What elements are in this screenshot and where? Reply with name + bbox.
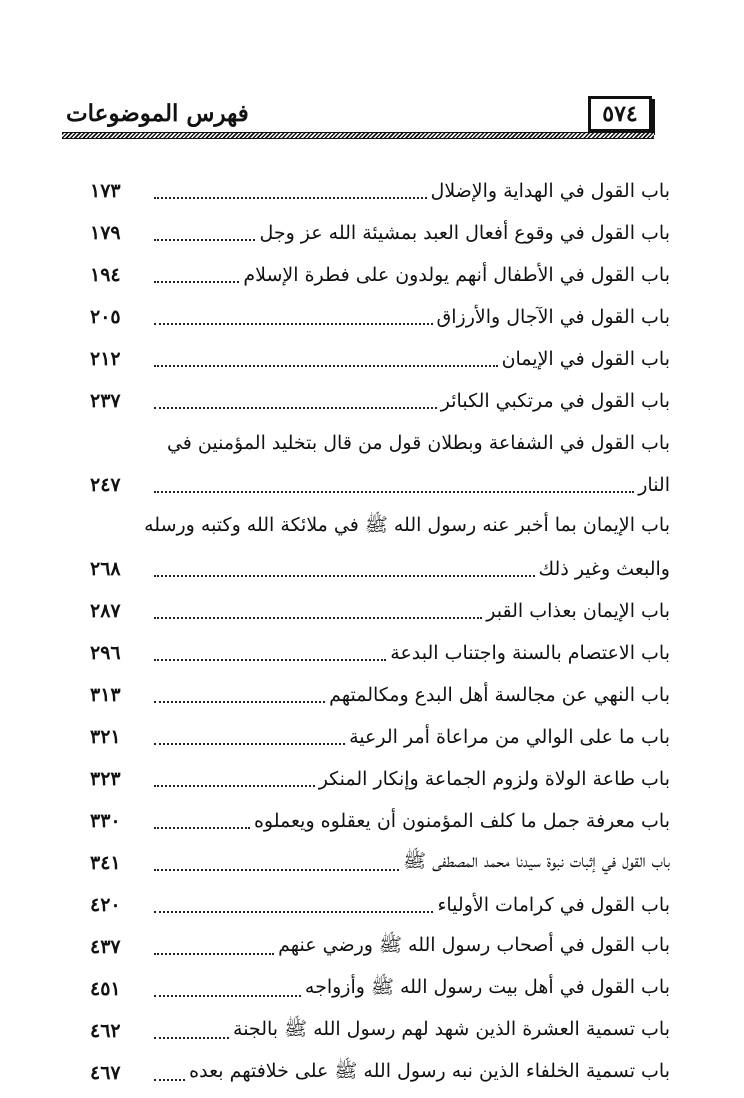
entry-title: باب طاعة الولاة ولزوم الجماعة وإنكار المنكر xyxy=(318,768,670,790)
toc-entry[interactable] xyxy=(90,296,670,338)
entry-title: باب تسمية الخلفاء الذين نبه رسول الله ﷺ على خلافتهم بعده xyxy=(189,1060,670,1082)
dot-leader xyxy=(154,742,345,745)
entry-page: ٣٣٠ xyxy=(90,810,121,832)
entry-page: ٣٢٣ xyxy=(90,768,121,790)
toc-entry[interactable] xyxy=(90,884,670,926)
toc-entry[interactable] xyxy=(90,842,670,884)
dot-leader xyxy=(154,616,482,619)
dot-leader xyxy=(154,490,634,493)
entry-title: باب ما على الوالي من مراعاة أمر الرعية xyxy=(349,726,670,748)
toc-entry[interactable] xyxy=(90,716,670,758)
entry-page: ٢٦٨ xyxy=(90,558,121,580)
entry-page: ٢١٢ xyxy=(90,348,121,370)
dot-leader xyxy=(154,826,250,829)
toc-entry[interactable] xyxy=(90,800,670,842)
entry-page: ٤٣٧ xyxy=(90,936,121,958)
dot-leader xyxy=(154,994,301,997)
toc-entry[interactable] xyxy=(90,338,670,380)
toc-entry[interactable] xyxy=(90,926,670,968)
entry-title: باب الاعتصام بالسنة واجتناب البدعة xyxy=(390,642,670,664)
entry-title: باب القول في كرامات الأولياء xyxy=(437,894,670,916)
page-number: ٥٧٤ xyxy=(602,101,638,127)
entry-title-line1: باب القول في الشفاعة وبطلان قول من قال بتخليد المؤمنين في xyxy=(166,432,670,454)
entry-page: ١٧٩ xyxy=(90,222,121,244)
dot-leader xyxy=(154,700,325,703)
header-rule xyxy=(62,132,654,139)
dot-leader xyxy=(154,658,386,661)
entry-title: باب القول في أهل بيت رسول الله ﷺ وأزواجه xyxy=(304,976,670,998)
toc-entry[interactable] xyxy=(90,1052,670,1094)
entry-page: ١٩٤ xyxy=(90,264,121,286)
dot-leader xyxy=(154,1036,229,1039)
entry-page: ١٧٣ xyxy=(90,180,121,202)
entry-title: باب القول في وقوع أفعال العبد بمشيئة الله عز وجل xyxy=(259,222,670,244)
page-header xyxy=(62,92,654,142)
dot-leader xyxy=(154,784,315,787)
entry-page: ٤٢٠ xyxy=(90,894,121,916)
entry-title-line1: باب الإيمان بما أخبر عنه رسول الله ﷺ في ملائكة الله وكتبه ورسله xyxy=(144,514,670,536)
entry-title: باب النهي عن مجالسة أهل البدع ومكالمتهم xyxy=(329,684,670,706)
entry-title: باب القول في إثبات نبوة سيدنا محمد المصطفى ﷺ xyxy=(403,850,670,872)
dot-leader xyxy=(154,196,427,199)
toc-entry[interactable] xyxy=(90,968,670,1010)
dot-leader xyxy=(154,1078,185,1081)
dot-leader xyxy=(154,280,239,283)
dot-leader xyxy=(154,952,274,955)
toc-entry[interactable] xyxy=(90,632,670,674)
entry-page: ٣١٣ xyxy=(90,684,121,706)
dot-leader xyxy=(154,406,437,409)
entry-page: ٤٦٧ xyxy=(90,1062,121,1084)
entry-page: ٣٢١ xyxy=(90,726,121,748)
page-number-box xyxy=(588,96,652,132)
table-of-contents xyxy=(90,170,670,1094)
entry-title: باب القول في مرتكبي الكبائر xyxy=(440,390,670,412)
entry-title: باب القول في الهداية والإضلال xyxy=(430,180,670,202)
entry-page: ٢٣٧ xyxy=(90,390,121,412)
toc-entry[interactable] xyxy=(90,506,670,590)
entry-page: ٤٥١ xyxy=(90,978,121,1000)
entry-page: ٢٠٥ xyxy=(90,306,121,328)
entry-title: باب القول في الآجال والأرزاق xyxy=(436,306,670,328)
entry-page: ٤٦٢ xyxy=(90,1020,121,1042)
toc-entry[interactable] xyxy=(90,674,670,716)
entry-page: ٢٤٧ xyxy=(90,474,121,496)
toc-entry[interactable] xyxy=(90,1010,670,1052)
toc-entry[interactable] xyxy=(90,254,670,296)
header-title: فهرس الموضوعات xyxy=(66,100,249,127)
toc-entry[interactable] xyxy=(90,212,670,254)
entry-title: باب الإيمان بعذاب القبر xyxy=(486,600,670,622)
dot-leader xyxy=(154,322,433,325)
entry-title-line2: النار xyxy=(638,474,670,496)
entry-page: ٢٨٧ xyxy=(90,600,121,622)
dot-leader xyxy=(154,868,399,871)
entry-title: باب القول في أصحاب رسول الله ﷺ ورضي عنهم xyxy=(278,934,670,956)
entry-page: ٢٩٦ xyxy=(90,642,121,664)
toc-entry[interactable] xyxy=(90,590,670,632)
dot-leader xyxy=(154,574,535,577)
toc-entry[interactable] xyxy=(90,380,670,422)
dot-leader xyxy=(154,238,255,241)
toc-entry[interactable] xyxy=(90,170,670,212)
entry-title: باب القول في الإيمان xyxy=(501,348,670,370)
entry-title: باب معرفة جمل ما كلف المؤمنون أن يعقلوه ويعملوه xyxy=(253,810,670,832)
toc-entry[interactable] xyxy=(90,422,670,506)
dot-leader xyxy=(154,910,433,913)
dot-leader xyxy=(154,364,498,367)
entry-title: باب تسمية العشرة الذين شهد لهم رسول الله ﷺ بالجنة xyxy=(233,1018,670,1040)
toc-entry[interactable] xyxy=(90,758,670,800)
entry-page: ٣٤١ xyxy=(90,852,121,874)
entry-title-line2: والبعث وغير ذلك xyxy=(538,558,670,580)
entry-title: باب القول في الأطفال أنهم يولدون على فطرة الإسلام xyxy=(243,264,670,286)
